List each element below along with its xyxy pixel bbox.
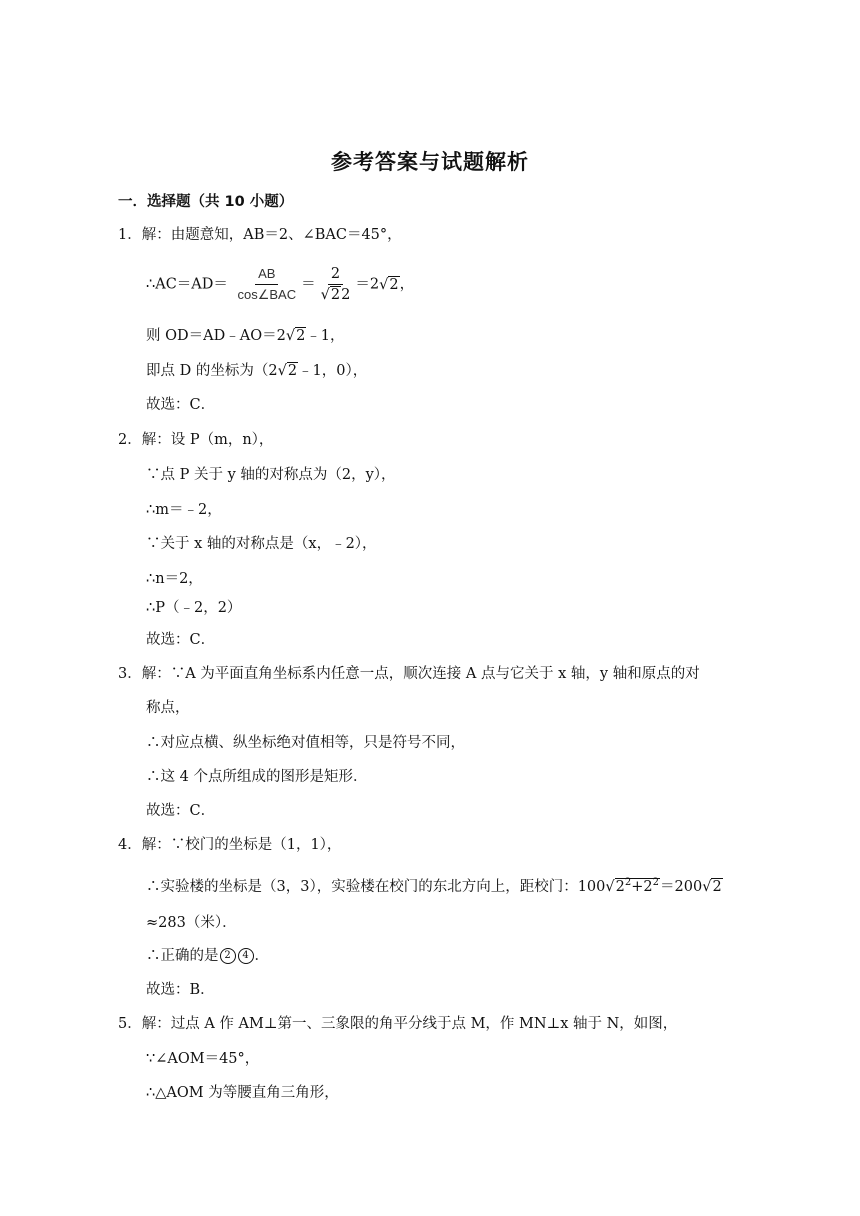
q4-line-4 — [146, 946, 269, 966]
fraction-numerator — [328, 264, 343, 285]
exponent: 2 — [624, 877, 632, 888]
q1-line-4 — [146, 361, 367, 381]
q4-l2-b: ＝200 — [660, 878, 703, 895]
q1-fraction-ab-cos — [235, 264, 300, 305]
q2-line-3: ∴m＝﹣2， — [146, 502, 222, 518]
q3-answer: 故选：C． — [146, 803, 216, 819]
equals-sign: ＝ — [301, 276, 316, 293]
q3-line-3: ∴对应点横、纵坐标绝对值相等，只是符号不同， — [146, 735, 465, 751]
q4-answer: 故选：B． — [146, 982, 215, 998]
q1-line-3 — [146, 326, 345, 346]
sqrt-expression: √2 — [379, 276, 399, 293]
radicand — [615, 878, 660, 895]
q1-l2-tail: ＝2 — [355, 276, 380, 293]
radicand: 2 — [330, 287, 341, 303]
q2-line-1: 2．解：设 P（m，n）， — [118, 432, 274, 448]
q1-l4-b: ﹣1，0）， — [298, 363, 368, 379]
q4-l4-b: ． — [254, 948, 269, 964]
q2-answer: 故选：C． — [146, 632, 216, 648]
q1-answer: 故选：C． — [146, 397, 216, 413]
q2-line-2: ∵点 P 关于 y 轴的对称点为（2，y）， — [146, 467, 396, 483]
q1-l2-end: ， — [399, 276, 415, 293]
q4-l4-a: ∴正确的是 — [146, 948, 219, 964]
sqrt-expression: $√2^2+2^2$ — [605, 877, 659, 895]
page-title: 参考答案与试题解析 — [331, 150, 529, 174]
q4-line-1: 4．解：∵校门的坐标是（1，1）， — [118, 837, 342, 853]
q1-given: AB＝2、∠BAC＝45°， — [243, 227, 402, 243]
numerator-value: 2 — [330, 266, 341, 282]
q1-l3-a: 则 OD＝AD﹣AO＝2 — [146, 328, 286, 344]
q2-line-5: ∴n＝2， — [146, 571, 203, 587]
q3-line-1: 3．解：∵A 为平面直角坐标系内任意一点，顺次连接 A 点与它关于 x 轴，y 轴和原点的对 — [118, 666, 700, 682]
sqrt-expression: √2 — [277, 363, 298, 379]
exponent: 2 — [652, 877, 659, 888]
section-heading: 一．选择题（共 10 小题） — [118, 194, 294, 210]
q1-head: 1．解：由题意知， — [118, 227, 244, 243]
q1-l4-a: 即点 D 的坐标为（2 — [146, 363, 278, 379]
sqrt-expression: √2 — [285, 328, 306, 344]
circled-number: 4 — [238, 948, 254, 964]
fraction-denominator — [318, 285, 354, 305]
q5-line-1: 5．解：过点 A 作 AM⊥第一、三象限的角平分线于点 M，作 MN⊥x 轴于 N，如图， — [118, 1016, 678, 1032]
radicand-term: 2 — [615, 878, 625, 895]
radicand: 2 — [287, 363, 298, 379]
q1-l2-prefix: ∴AC＝AD＝ — [146, 276, 228, 293]
fraction-numerator: AB — [255, 264, 278, 285]
radicand: 2 — [296, 328, 306, 344]
q1-line-2 — [146, 264, 414, 305]
denominator-factor: 2 — [341, 287, 351, 303]
q1-l3-b: ﹣1， — [306, 328, 345, 344]
q3-line-4: ∴这 4 个点所组成的图形是矩形． — [146, 769, 368, 785]
plus-sign: + — [631, 878, 644, 895]
circled-number: 2 — [220, 948, 236, 964]
q3-line-2: 称点， — [146, 700, 190, 716]
radicand: 2 — [712, 878, 722, 895]
q1-fraction-2-sqrt2 — [318, 264, 354, 305]
radicand: 2 — [389, 276, 399, 293]
sqrt-expression: √2 — [702, 878, 722, 895]
q4-line-3: ≈283（米）． — [146, 915, 237, 931]
q2-line-6: ∴P（﹣2，2） — [146, 600, 242, 616]
q5-line-3: ∴△AOM 为等腰直角三角形， — [146, 1085, 339, 1101]
q5-line-2: ∵∠AOM＝45°， — [146, 1051, 260, 1067]
q4-l2-a: ∴实验楼的坐标是（3，3），实验楼在校门的东北方向上，距校门：100 — [146, 878, 606, 895]
q1-line-1 — [118, 225, 402, 245]
fraction-denominator: cos∠BAC — [237, 287, 297, 302]
radicand-term: 2 — [643, 878, 653, 895]
q4-line-2 — [146, 873, 723, 897]
q2-line-4: ∵关于 x 轴的对称点是（x，﹣2）， — [146, 536, 377, 552]
sqrt-expression: √2 — [320, 287, 341, 303]
